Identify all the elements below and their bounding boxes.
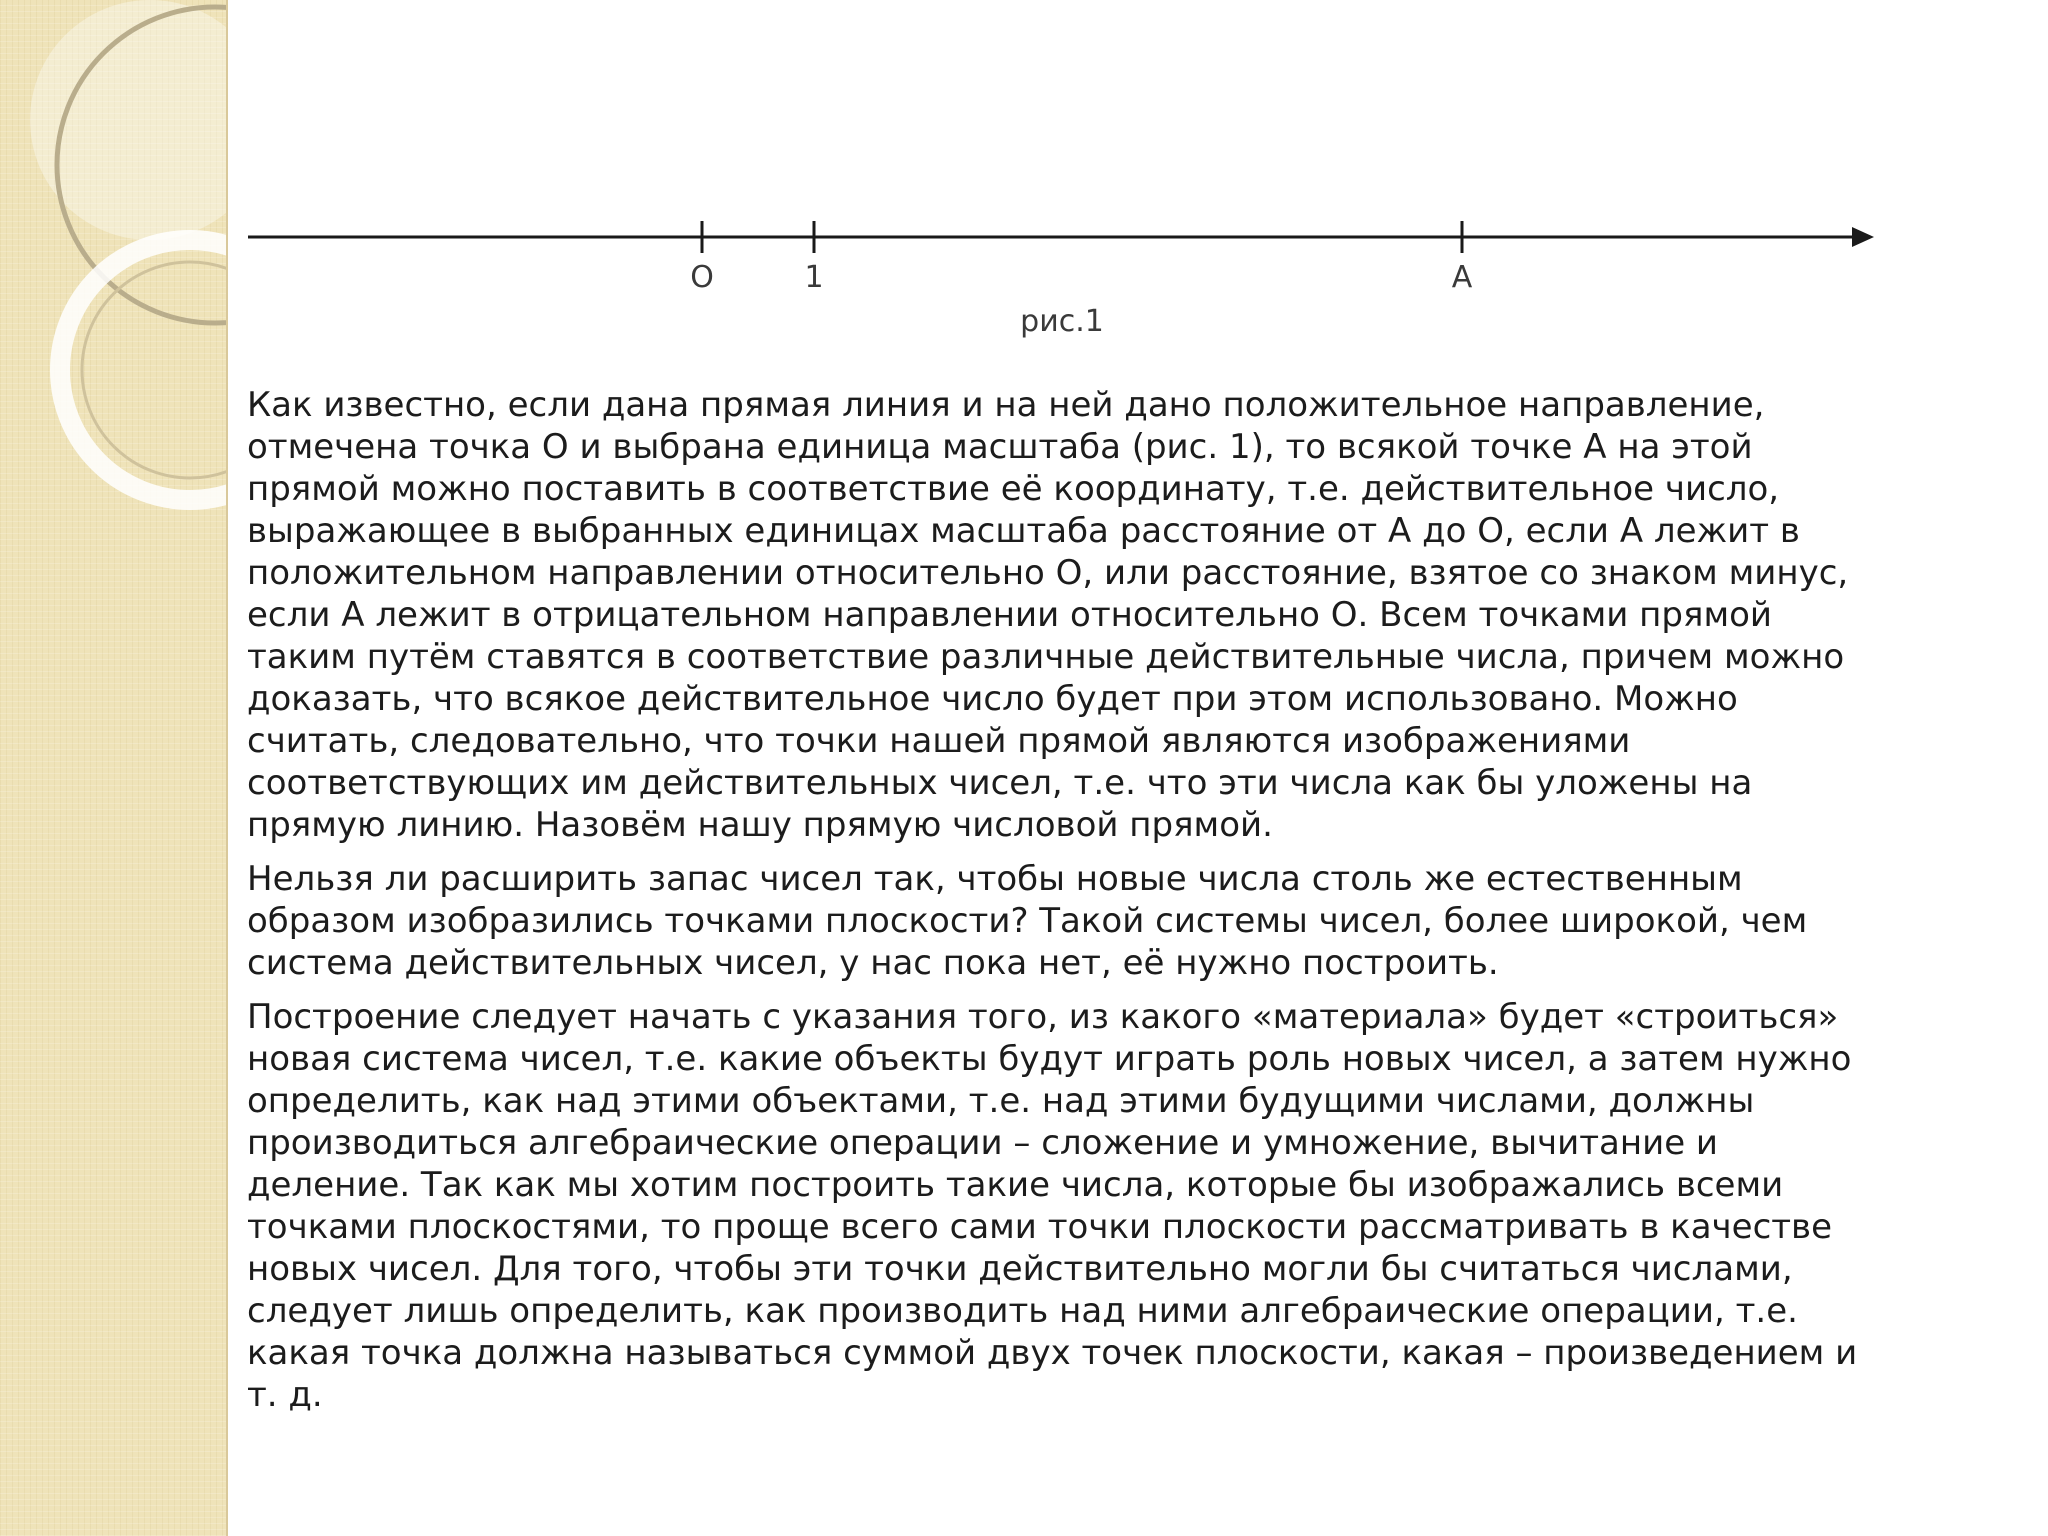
paragraph-construction: Построение следует начать с указания того, из какого «материала» будет «строиться» новая система чисел, т.е. какие объекты будут играть роль новых чисел, а затем нужно определить, как над этими объектами, т.е. над этими будущими числами, должны производиться алгебраические операции – сложение и умножение, вычитание и деление. Так как мы хотим построить такие числа, которые бы изображались всеми точками плоскостями, то проще всего сами точки плоскости рассматривать в качестве новых чисел. Для того, чтобы эти точки действительно могли бы считаться числами, следует лишь определить, как производить над ними алгебраические операции, т.е. какая точка должна называться суммой двух точек плоскости, какая – произведением и т. д. <box>247 997 1858 1415</box>
tick-label-unit: 1 <box>804 260 824 295</box>
decorative-side-panel <box>0 0 228 1536</box>
paragraph-question: Нельзя ли расширить запас чисел так, чтобы новые числа столь же естественным образом изобразились точками плоскости? Такой системы чисел, более широкой, чем система действительных чисел, у нас пока нет, её нужно построить. <box>247 859 1808 983</box>
arrow-head-icon <box>1852 227 1874 247</box>
paragraph-number-line: Как известно, если дана прямая линия и на ней дано положительное направление, отмечена точка О и выбрана единица масштаба (рис. 1), то всякой точке А на этой прямой можно поставить в соответствие её координату, т.е. действительное число, выражающее в выбранных единицах масштаба расстояние от А до О, если А лежит в положительном направлении относительно О, или расстояние, взятое со знаком минус, если А лежит в отрицательном направлении относительно О. Всем точками прямой таким путём ставятся в соответствие различные действительные числа, причем можно доказать, что всякое действительное число будет при этом использовано. Можно считать, следовательно, что точки нашей прямой являются изображениями соответствующих им действительных чисел, т.е. что эти числа как бы уложены на прямую линию. Назовём нашу прямую числовой прямой. <box>247 385 1849 845</box>
figure-caption: рис.1 <box>1020 304 1104 339</box>
tick-label-origin: O <box>690 260 714 295</box>
number-line-figure <box>232 195 1892 355</box>
tick-label-point-a: A <box>1451 260 1473 295</box>
decorative-rings-graphic <box>0 0 226 1536</box>
main-text <box>247 384 1887 1428</box>
